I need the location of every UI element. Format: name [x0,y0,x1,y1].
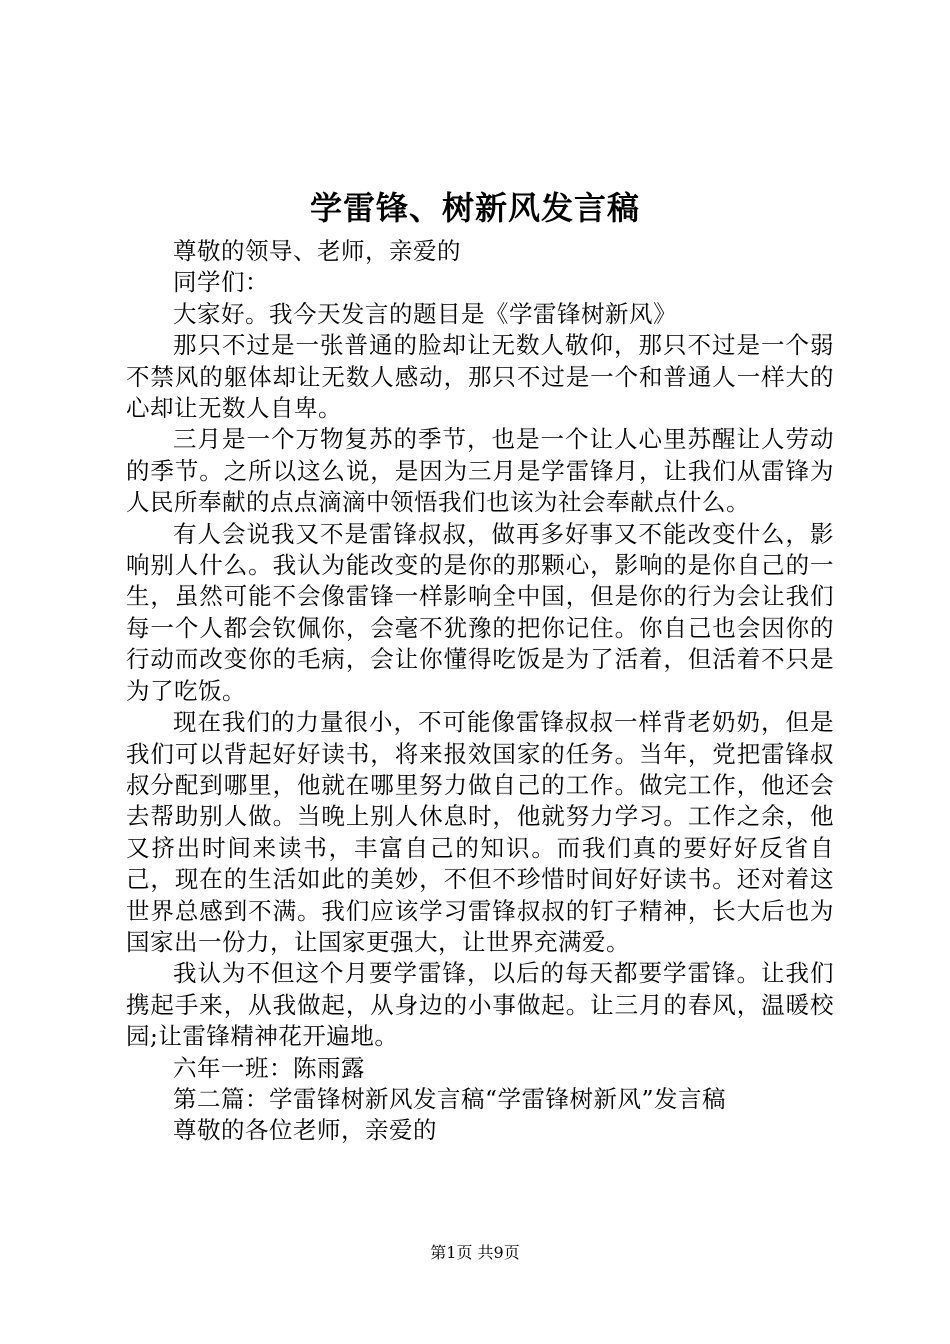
body-paragraph: 有人会说我又不是雷锋叔叔，做再多好事又不能改变什么，影响别人什么。我认为能改变的是你的那颗心，影响的是你自己的一生，虽然可能不会像雷锋一样影响全中国，但是你的行为会让我们每一个人都会钦佩你，会毫不犹豫的把你记住。你自己也会因你的行动而改变你的毛病，会让你懂得吃饭是为了活着，但活着不只是为了吃饭。 [126,519,834,705]
page-number-footer: 第1页 共9页 [430,1243,520,1262]
signature-line: 六年一班：陈雨露 [173,1053,365,1082]
greeting-paragraph: 大家好。我今天发言的题目是《学雷锋树新风》 [173,299,677,328]
body-paragraph: 那只不过是一张普通的脸却让无数人敬仰，那只不过是一个弱不禁风的躯体却让无数人感动，那只不过是一个和普通人一样大的心却让无数人自卑。 [126,331,834,423]
second-article-heading: 第二篇：学雷锋树新风发言稿“学雷锋树新风”发言稿 [173,1084,727,1113]
salutation-line-1: 尊敬的领导、老师，亲爱的 [173,237,461,265]
document-title: 学雷锋、树新风发言稿 [309,189,640,227]
body-paragraph: 我认为不但这个月要学雷锋，以后的每天都要学雷锋。让我们携起手来，从我做起，从身边的小事做起。让三月的春风，温暖校园;让雷锋精神花开遍地。 [126,959,834,1051]
second-article-salutation: 尊敬的各位老师，亲爱的 [173,1116,437,1145]
document-body [126,236,834,1147]
salutation-line-2: 同学们： [173,268,269,297]
body-paragraph: 三月是一个万物复苏的季节，也是一个让人心里苏醒让人劳动的季节。之所以这么说，是因为三月是学雷锋月，让我们从雷锋为人民所奉献的点点滴滴中领悟我们也该为社会奉献点什么。 [126,425,834,517]
body-paragraph: 现在我们的力量很小，不可能像雷锋叔叔一样背老奶奶，但是我们可以背起好好读书，将来报效国家的任务。当年，党把雷锋叔叔分配到哪里，他就在哪里努力做自己的工作。做完工作，他还会去帮助别人做。当晚上别人休息时，他就努力学习。工作之余，他又挤出时间来读书，丰富自己的知识。而我们真的要好好反省自己，现在的生活如此的美妙，不但不珍惜时间好好读书。还对着这世界总感到不满。我们应该学习雷锋叔叔的钉子精神，长大后也为国家出一份力，让国家更强大，让世界充满爱。 [126,708,834,956]
